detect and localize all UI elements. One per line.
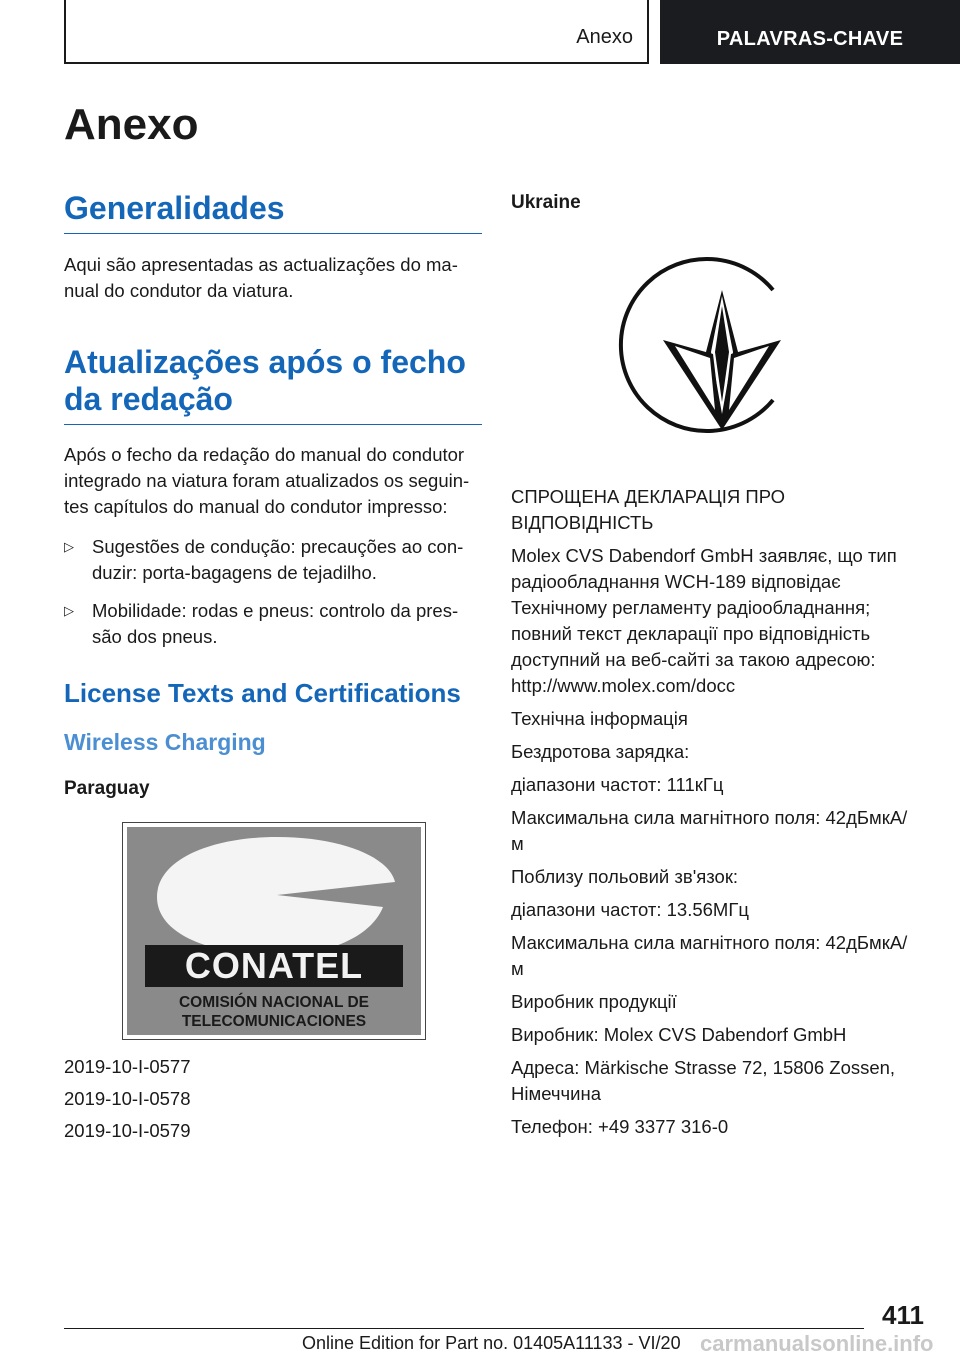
atualizacoes-heading-line1: Atualizações após o fecho xyxy=(64,344,466,380)
certification-code: 2019-10-I-0579 xyxy=(64,1120,191,1141)
generalidades-text: Aqui são apresentadas as actualizações do ma-nual do condutor da viatura. xyxy=(64,254,458,301)
conatel-wordmark: CONATEL xyxy=(184,945,364,986)
atualizacoes-heading xyxy=(64,344,482,425)
ukraine-paragraph: Адреса: Märkische Strasse 72, 15806 Zossen, Німеччина xyxy=(511,1057,896,1104)
paraguay-heading: Paraguay xyxy=(64,778,150,799)
right-column xyxy=(511,192,911,1140)
ukraine-paragraph: Максимальна сила магнітного поля: 42дБмкА/м xyxy=(511,807,908,854)
page-title: Anexo xyxy=(64,100,199,149)
generalidades-heading: Generalidades xyxy=(64,190,482,234)
ukraine-paragraph: СПРОЩЕНА ДЕКЛАРАЦІЯ ПРО ВІДПОВІДНІСТЬ xyxy=(511,486,786,533)
ukraine-paragraph: Виробник продукції xyxy=(511,991,677,1012)
ukraine-paragraph: Максимальна сила магнітного поля: 42дБмкА/м xyxy=(511,932,908,979)
conatel-line2: TELECOMUNICACIONES xyxy=(181,1013,367,1030)
list-item xyxy=(64,534,482,586)
license-heading: License Texts and Certifications xyxy=(64,678,461,708)
section-tab[interactable] xyxy=(64,0,649,64)
ukraine-paragraph: Виробник: Molex CVS Dabendorf GmbH xyxy=(511,1024,847,1045)
ukraine-paragraph: діапазони частот: 13.56МГц xyxy=(511,899,749,920)
list-item-text: Sugestões de condução: precauções ao con-duzir: porta-bagagens de tejadilho. xyxy=(92,536,464,583)
triangle-bullet-icon: ▷ xyxy=(64,603,74,618)
watermark: carmanualsonline.info xyxy=(700,1331,934,1356)
ukraine-paragraph: Телефон: +49 3377 316-0 xyxy=(511,1116,729,1137)
list-item-text: Mobilidade: rodas e pneus: controlo da pres-são dos pneus. xyxy=(92,600,459,647)
ukraine-paragraph: Бездротова зарядка: xyxy=(511,741,690,762)
ukraine-paragraph: діапазони частот: 111кГц xyxy=(511,774,724,795)
edition-footer: Online Edition for Part no. 01405A11133 - VI/20 xyxy=(302,1333,681,1353)
ukraine-conformity-mark xyxy=(511,254,911,444)
ukraine-conformity-icon xyxy=(511,254,911,444)
conatel-line1: COMISIÓN NACIONAL DE xyxy=(178,994,370,1011)
ukraine-paragraph: Технічна інформація xyxy=(511,708,688,729)
certification-code: 2019-10-I-0578 xyxy=(64,1088,191,1109)
page-number: 411 xyxy=(882,1300,924,1330)
triangle-bullet-icon: ▷ xyxy=(64,539,74,554)
left-column xyxy=(64,190,482,1144)
wireless-charging-heading: Wireless Charging xyxy=(64,729,266,755)
certification-code: 2019-10-I-0577 xyxy=(64,1056,191,1077)
ukraine-heading: Ukraine xyxy=(511,192,581,213)
list-item xyxy=(64,598,482,650)
conatel-logo xyxy=(122,822,426,1040)
footer-divider xyxy=(64,1328,864,1329)
atualizacoes-intro: Após o fecho da redação do manual do condutor integrado na viatura foram atualizados os seguin-tes capítulos do manual do condutor impresso: xyxy=(64,444,470,517)
keywords-tab[interactable] xyxy=(660,0,960,64)
atualizacoes-heading-line2: da redação xyxy=(64,381,233,417)
ukraine-paragraph: Molex CVS Dabendorf GmbH заявляє, що тип радіообладнання WCH-189 відповідає Технічному регламенту радіообладнання; повний текст декларації про відповідність доступний на веб-сайті за такою адресою: http://www.molex.com/docc xyxy=(511,545,897,696)
ukraine-paragraph: Поблизу польовий зв'язок: xyxy=(511,866,739,887)
keywords-tab-label: PALAVRAS-CHAVE xyxy=(716,28,904,50)
section-tab-label: Anexo xyxy=(576,26,633,48)
